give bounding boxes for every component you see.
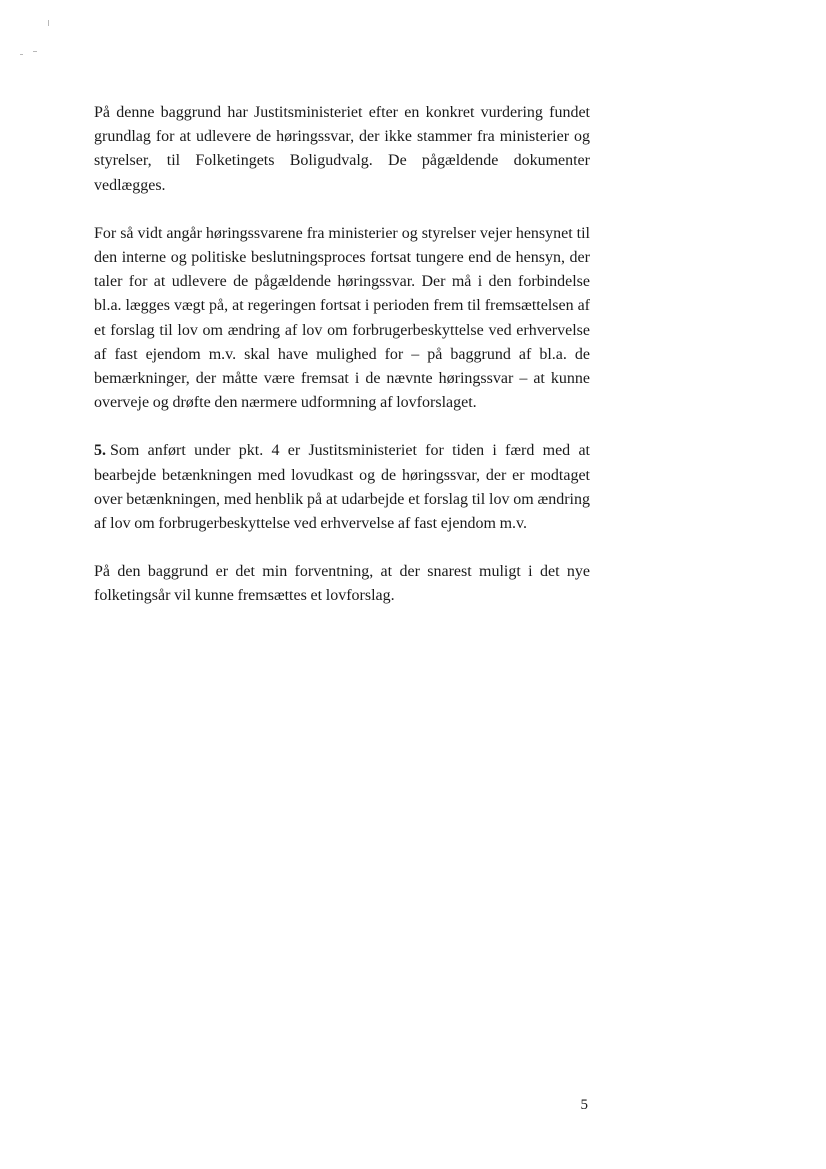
- paragraph-1: [94, 101, 590, 198]
- scan-artifact: [20, 54, 23, 55]
- paragraph-2-text: For så vidt angår høringssvarene fra ministerier og styrelser vejer hensynet til den interne og politiske beslutningsproces fortsat tungere end de hensyn, der taler for at udlevere de pågældende høringssvar. Der må i den forbindelse bl.a. lægges vægt på, at regeringen fortsat i perioden frem til fremsættelsen af et forslag til lov om ændring af lov om forbrugerbeskyttelse ved erhvervelse af fast ejendom m.v. skal have mulighed for – på baggrund af bl.a. de bemærkninger, der måtte være fremsat i de nævnte høringssvar – at kunne overveje og drøfte den nærmere udformning af lovforslaget.: [94, 224, 590, 412]
- paragraph-4-text: På den baggrund er det min forventning, at der snarest muligt i det nye folketingsår vil kunne fremsættes et lovforslag.: [94, 563, 590, 605]
- paragraph-4: [94, 560, 590, 608]
- paragraph-3-text: Som anført under pkt. 4 er Justitsministeriet for tiden i færd med at bearbejde betænkningen med lovudkast og de høringssvar, der er modtaget over betænkningen, med henblik på at udarbejde et forslag til lov om ændring af lov om forbrugerbeskyttelse ved erhvervelse af fast ejendom m.v.: [94, 442, 590, 533]
- page-number: 5: [580, 1097, 588, 1113]
- scan-artifact: [48, 20, 49, 26]
- paragraph-3: [94, 439, 590, 536]
- paragraph-2: [94, 222, 590, 416]
- paragraph-1-text: På denne baggrund har Justitsministeriet efter en konkret vurdering fundet grundlag for at udlevere de høringssvar, der ikke stammer fra ministerier og styrelser, til Folketingets Boligudvalg. De pågældende dokumenter vedlægges.: [94, 104, 590, 194]
- section-number: 5.: [94, 442, 106, 460]
- body-text: [94, 101, 590, 609]
- scan-artifact: [33, 51, 37, 52]
